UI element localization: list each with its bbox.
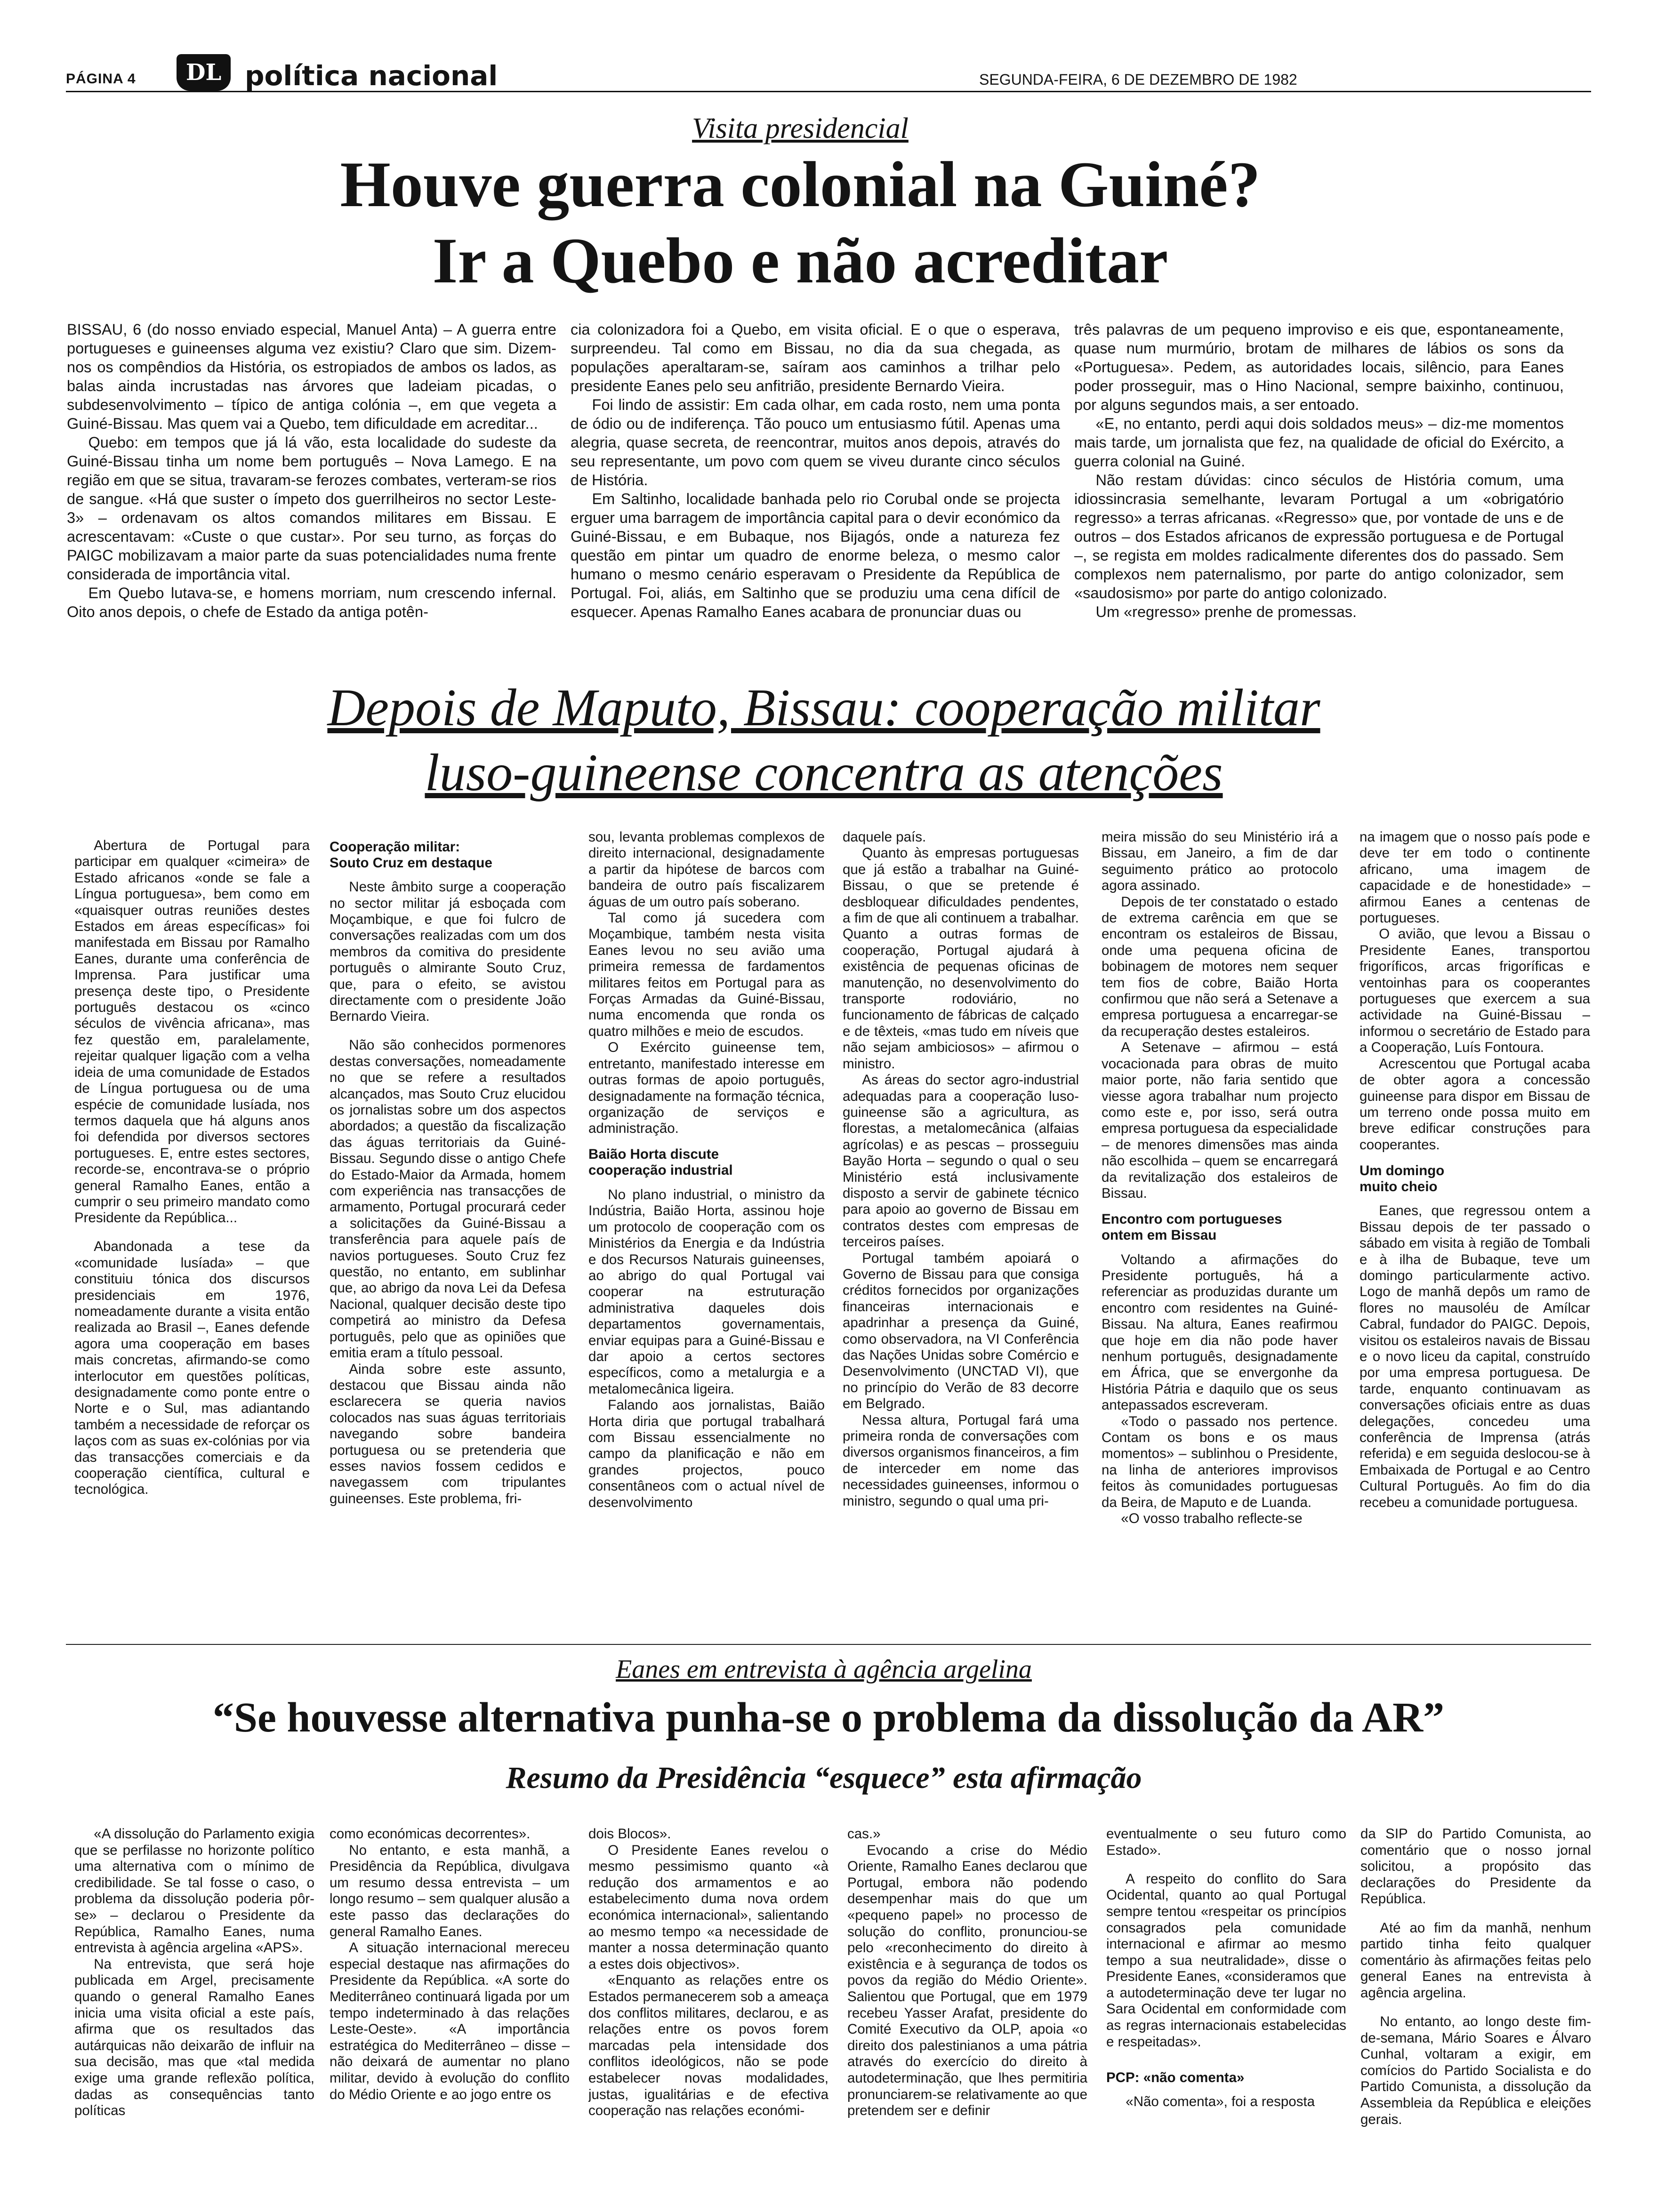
paragraph: na imagem que o nosso país pode e deve ter em todo o continente africano, uma imagem de capacidade e de honestidade» – afirmou Eanes a centenas de portugueses. — [1359, 829, 1590, 926]
article2-col-4 — [843, 829, 1079, 1620]
paragraph: Evocando a crise do Médio Oriente, Ramalho Eanes declarou que Portugal, embora não podendo desempenhar mais do que um «pequeno papel» no processo de solução do conflito, pronunciou-se pelo «reconhecimento do direito à existência e à segurança de todos os povos da região do Médio Oriente». Salientou que Portugal, que em 1979 recebeu Yasser Arafat, presidente do Comité Executivo da OLP, apoia «o direito dos palestinianos a uma pátria através do exercício do direito à autodeterminação, que lhes permitiria pronunciarem-se relativamente ao que pretendem ser e definir — [847, 1842, 1087, 2119]
paragraph: A situação internacional mereceu especial destaque nas afirmações do Presidente da República. «A sorte do Mediterrâneo continuará ligada por um tempo indeterminado à das relações Leste-Oeste». «A importância estratégica do Mediterrâneo – disse – não deixará de aumentar no plano militar, devido à evolução do conflito do Médio Oriente e ao jogo entre os — [330, 1940, 570, 2102]
article1-kicker: Visita presidencial — [692, 112, 909, 144]
paragraph: Em Saltinho, localidade banhada pelo rio Corubal onde se projecta erguer uma barragem de importância capital para o devir económico da Guiné-Bissau, e em Bubaque, nos Bijagós, onde a natureza fez questão em pintar um quadro de enorme beleza, o mesmo calor humano o mesmo cenário esperavam o Presidente da República de Portugal. Foi, aliás, em Saltinho que se produziu uma cena difícil de esquecer. Apenas Ramalho Eanes acabara de pronunciar duas ou — [571, 490, 1060, 620]
article3-rule — [66, 1644, 1591, 1645]
page-header — [66, 54, 1591, 92]
paragraph: Em Quebo lutava-se, e homens morriam, num crescendo infernal. Oito anos depois, o chefe de Estado da antiga potên- — [67, 585, 556, 620]
article1-col-1 — [67, 320, 556, 659]
article3-col-6 — [1360, 1826, 1591, 2184]
paragraph: Falando aos jornalistas, Baião Horta diria que portugal trabalhará com Bissau essencialmente no campo da planificação e não em grandes projectos, pouco consentâneos com o actual nível de desenvolvimento — [588, 1397, 825, 1510]
paragraph: Até ao fim da manhã, nenhum partido tinha feito qualquer comentário às afirmações feitas pelo general Eanes na entrevista à agência argelina. — [1360, 1920, 1591, 2001]
article2-col-2 — [330, 829, 566, 1620]
article3-kicker: Eanes em entrevista à agência argelina — [616, 1655, 1032, 1684]
paragraph: sou, levanta problemas complexos de direito internacional, designadamente a partir da hipótese de barcos com bandeira de outro país fiscalizarem águas de um outro país soberano. — [588, 829, 825, 910]
page-number: PÁGINA 4 — [66, 71, 136, 87]
paragraph: Quebo: em tempos que já lá vão, esta localidade do sudeste da Guiné-Bissau tinha um nome bem português – Nova Lamego. E na região em que se situa, travaram-se ferozes combates, verteram-se rios de sangue. «Há que suster o ímpeto dos guerrilheiros no sector Leste-3» – ordenavam os altos comandos militares em Bissau. E acrescentavam: «Custe o que custar». Por seu turno, as forças do PAIGC mobilizavam a maior parte da suas potencialidades numa frente considerada de importância vital. — [67, 434, 556, 583]
paragraph: Na entrevista, que será hoje publicada em Argel, precisamente quando o general Ramalho Eanes inicia uma visita oficial a este país, afirma que os resultados das autárquicas não deixarão de influir na sua decisão, mas que «tal medida exige uma grande reflexão política, dadas as consequências tanto políticas — [74, 1956, 314, 2119]
article3-subheadline: Resumo da Presidência “esquece” esta afirmação — [506, 1761, 1142, 1795]
header-rule — [66, 91, 1591, 92]
paragraph: dois Blocos». — [588, 1826, 671, 1842]
paragraph: eventualmente o seu futuro como Estado». — [1106, 1826, 1346, 1858]
issue-date: SEGUNDA-FEIRA, 6 DE DEZEMBRO DE 1982 — [979, 71, 1297, 88]
paragraph: O Exército guineense tem, entretanto, manifestado interesse em outras formas de apoio português, designadamente na formação técnica, organização de serviços e administração. — [588, 1040, 825, 1137]
paragraph: «A dissolução do Parlamento exigia que se perfilasse no horizonte político uma alternativa com o mínimo de credibilidade. Se tal fosse o caso, o problema da dissolução poderia pôr-se» – declarou o Presidente da República, Ramalho Eanes, numa entrevista à agência argelina «APS». — [74, 1826, 314, 1956]
article2-headline-1: Depois de Maputo, Bissau: cooperação militar — [327, 679, 1320, 737]
article2-headline-2: luso-guineense concentra as atenções — [425, 744, 1223, 802]
paragraph: Neste âmbito surge a cooperação no sector militar já esboçada com Moçambique, e que foi fulcro de conversações realizadas com um dos membros da comitiva do presidente português o almirante Souto Cruz, que, para o efeito, se avistou directamente com o presidente João Bernardo Vieira. — [330, 879, 566, 1025]
paragraph: Abandonada a tese da «comunidade lusíada» – que constituiu tónica dos discursos presidenciais em 1976, nomeadamente durante a visita então realizada ao Brasil –, Eanes defende agora uma cooperação em bases mais concretas, afirmando-se como interlocutor em questões políticas, designadamente como ponte entre o Norte e o Sul, mas adiantando também a necessidade de reforçar os laços com as suas ex-colónias por via das transacções comerciais e da cooperação científica, cultural e tecnológica. — [74, 1239, 310, 1498]
paragraph: Não restam dúvidas: cinco séculos de História comum, uma idiossincrasia semelhante, levaram Portugal a um «obrigatório regresso» a terras africanas. «Regresso» que, por vontade de uns e de outros – dos Estados africanos de expressão portuguesa e de Portugal –, se regista em moldes radicalmente diferentes dos do passado. Sem complexos nem paternalismo, por parte do antigo colonizador, sem «saudosismo» por parte do antigo colonizado. — [1074, 472, 1564, 601]
article3-col-4 — [847, 1826, 1087, 2184]
paragraph: Nessa altura, Portugal fará uma primeira ronda de conversações com diversos organismos financeiros, a fim de interceder em nome das necessidades guineenses, informou o ministro, segundo o qual uma pri- — [843, 1412, 1079, 1509]
section-title: política nacional — [245, 60, 498, 92]
article3-col-3 — [588, 1826, 828, 2184]
paragraph: «E, no entanto, perdi aqui dois soldados meus» – diz-me momentos mais tarde, um jornalista que fez, na qualidade de oficial do Exército, a guerra colonial na Guiné. — [1074, 415, 1564, 470]
subheading: Baião Horta discute cooperação industrial — [588, 1146, 733, 1178]
paragraph: Um «regresso» prenhe de promessas. — [1095, 603, 1357, 620]
paragraph: cas.» — [847, 1826, 881, 1842]
paragraph: meira missão do seu Ministério irá a Bissau, em Janeiro, a fim de dar seguimento prático ao protocolo agora assinado. — [1102, 829, 1338, 894]
paragraph: «Todo o passado nos pertence. Contam os bons e os maus momentos» – sublinhou o Presidente, na linha de anteriores improvisos feitos às comunidades portuguesas da Beira, de Maputo e de Luanda. — [1102, 1413, 1338, 1510]
paragraph: Acrescentou que Portugal acaba de obter agora a concessão guineense para dispor em Bissau de um terreno onde possa muito em breve edificar construções para cooperantes. — [1359, 1056, 1590, 1153]
article1-col-3 — [1074, 320, 1564, 659]
paragraph: Voltando a afirmações do Presidente português, há a referenciar as produzidas durante um encontro com residentes na Guiné-Bissau. Na altura, Eanes reafirmou que hoje em dia não pode haver nenhum português, designadamente em África, que se envergonhe da História Pátria e daquilo que os seus antepassados escreveram. — [1102, 1251, 1338, 1413]
article3-headline: “Se houvesse alternativa punha-se o problema da dissolução da AR” — [212, 1694, 1445, 1741]
article1-col-2 — [571, 320, 1060, 659]
paragraph: «O vosso trabalho reflecte-se — [1121, 1511, 1303, 1527]
paragraph: BISSAU, 6 (do nosso enviado especial, Manuel Anta) – A guerra entre portugueses e guineenses alguma vez existiu? Claro que sim. Dizem-nos os compêndios da História, os estropiados de ambos os lados, as balas ainda incrustadas nas árvores que ladeiam picadas, o subdesenvolvimento – típico de antiga colónia –, em que vegeta a Guiné-Bissau. Mas quem vai a Quebo, tem dificuldade em acreditar... — [67, 321, 556, 432]
paragraph: daquele país. — [843, 829, 926, 845]
subheading: Cooperação militar: Souto Cruz em destaque — [330, 839, 492, 871]
paragraph: Tal como já sucedera com Moçambique, também nesta visita Eanes levou no seu avião uma primeira remessa de fardamentos militares feitos em Portugal para as Forças Armadas da Guiné-Bissau, numa encomenda que ronda os quatro milhões e meio de escudos. — [588, 910, 825, 1039]
paragraph: No plano industrial, o ministro da Indústria, Baião Horta, assinou hoje um protocolo de cooperação com os Ministérios da Energia e da Indústria e dos Recursos Naturais guineenses, ao abrigo do qual Portugal vai cooperar na estruturação administrativa daqueles dois departamentos governamentais, enviar equipas para a Guiné-Bissau e dar apoio a certos sectores específicos, como a metalurgia e a metalomecânica ligeira. — [588, 1186, 825, 1397]
subheading: PCP: «não comenta» — [1106, 2069, 1245, 2085]
paragraph: três palavras de um pequeno improviso e eis que, espontaneamente, quase num murmúrio, brotam de milhares de lábios os sons da «Portuguesa». Pedem, as autoridades locais, silêncio, para Eanes poder prosseguir, mas o Hino Nacional, sempre baixinho, continuou, por alguns segundos mais, a ser entoado. — [1074, 321, 1564, 413]
paragraph: Eanes, que regressou ontem a Bissau depois de ter passado o sábado em visita à região de Tombali e à ilha de Bubaque, teve um domingo particularmente activo. Logo de manhã depôs um ramo de flores no mausoléu de Amílcar Cabral, fundador do PAIGC. Depois, visitou os estaleiros navais de Bissau e o novo liceu da capital, construído por uma empresa portuguesa. De tarde, enquanto continuavam as conversações oficiais entre as duas delegações, concedeu uma conferência de Imprensa (atrás referida) e em seguida deslocou-se à Embaixada de Portugal e ao Centro Cultural Português. Ao fim do dia recebeu a comunidade portuguesa. — [1359, 1203, 1590, 1510]
paragraph: As áreas do sector agro-industrial adequadas para a cooperação luso-guineense são a agricultura, as florestas, a metalomecânica (alfaias agrícolas) e as pescas – prosseguiu Bayão Horta – segundo o qual o seu Ministério está inclusivamente disposto a servir de gabinete técnico para apoio ao governo de Bissau em contratos destes com empresas de terceiros países. — [843, 1072, 1079, 1250]
paragraph: Ainda sobre este assunto, destacou que Bissau ainda não esclarecera se queria navios colocados nas suas águas territoriais navegando sobre bandeira portuguesa ou se pretenderia que esses navios fossem cedidos e navegassem com tripulantes guineenses. Este problema, fri- — [330, 1361, 566, 1507]
article1-headline-2: Ir a Quebo e não acreditar — [432, 224, 1168, 297]
paragraph: Não são conhecidos pormenores destas conversações, nomeadamente no que se refere a resultados alcançados, mas Souto Cruz elucidou os jornalistas sobre um dos aspectos abordados; a questão da fiscalização das águas territoriais da Guiné-Bissau. Segundo disse o antigo Chefe do Estado-Maior da Armada, homem com experiência nas transacções de armamento, Portugal procurará ceder a solicitações da Guiné-Bissau a transferência para aquele país de navios portugueses. Souto Cruz fez questão, no entanto, em sublinhar que, ao abrigo da nova Lei da Defesa Nacional, qualquer decisão deste tipo competirá ao ministro da Defesa português, pelo que as opiniões que emitia eram a título pessoal. — [330, 1037, 566, 1361]
paragraph: O avião, que levou a Bissau o Presidente Eanes, transportou frigoríficos, arcas frigoríficas e ventoinhas para os cooperantes portugueses que exercem a sua actividade na Guiné-Bissau – informou o secretário de Estado para a Cooperação, Luís Fontoura. — [1359, 926, 1590, 1056]
paragraph: Abertura de Portugal para participar em qualquer «cimeira» de Estado africanos «onde se fale a Língua portuguesa», bem como em «quaisquer outras reuniões destes Estados em áreas específicas» foi manifestada em Bissau por Ramalho Eanes, durante uma conferência de Imprensa. Para justificar uma presença deste tipo, o Presidente português destacou os «cinco séculos de vivência africana», mas fez questão em, paralelamente, rejeitar qualquer ligação com a velha ideia de uma comunidade de Estados de Língua portuguesa ou de uma espécie de comunidade lusíada, nos termos daquela que há alguns anos foi defendida por diversos sectores portugueses. E, entre estes sectores, recorde-se, encontrava-se o próprio general Ramalho Eanes, então a cumprir o seu primeiro mandato como Presidente da República... — [74, 838, 310, 1226]
article2-col-1 — [74, 838, 310, 1619]
article2-col-5 — [1102, 829, 1338, 1620]
paragraph: O Presidente Eanes revelou o mesmo pessimismo quanto «à redução dos armamentos e ao estabelecimento duma nova ordem económica internacional», salientando ao mesmo tempo «a necessidade de manter a nossa determinação quanto a estes dois objectivos». — [588, 1842, 828, 1972]
subheading: Encontro com portugueses ontem em Bissau — [1102, 1211, 1282, 1243]
paragraph: «Enquanto as relações entre os Estados permanecerem sob a ameaça dos conflitos militares, declarou, e as relações entre os povos forem marcadas pela intensidade dos conflitos ideológicos, não se pode estabelecer novas modalidades, justas, igualitárias e de efectiva cooperação nas relações económi- — [588, 1972, 828, 2119]
paragraph: Depois de ter constatado o estado de extrema carência em que se encontram os estaleiros de Bissau, onde uma pequena oficina de bobinagem de motores nem sequer tem fios de cobre, Baião Horta confirmou que não será a Setenave a empresa portuguesa a encarregar-se da recuperação destes estaleiros. — [1102, 894, 1338, 1039]
paragraph: No entanto, e esta manhã, a Presidência da República, divulgava um resumo dessa entrevista – um longo resumo – sem qualquer alusão a este passo das declarações do general Ramalho Eanes. — [330, 1842, 570, 1940]
article3-col-2 — [330, 1826, 570, 2184]
article2-col-6 — [1359, 829, 1590, 1620]
paragraph: cia colonizadora foi a Quebo, em visita oficial. E o que o esperava, surpreendeu. Tal como em Bissau, no dia da sua chegada, as populações aperaltaram-se, saíram aos caminhos a trilhar pelo presidente Eanes pelo seu anfitrião, presidente Bernardo Vieira. — [571, 321, 1060, 394]
newspaper-logo: DL — [177, 54, 231, 91]
paragraph: da SIP do Partido Comunista, ao comentário que o nosso jornal solicitou, a propósito das declarações do Presidente da República. — [1360, 1826, 1591, 1907]
subheading: Um domingo muito cheio — [1359, 1162, 1445, 1194]
paragraph: Foi lindo de assistir: Em cada olhar, em cada rosto, nem uma ponta de ódio ou de indiferença. Tão pouco um entusiasmo fútil. Apenas uma alegria, quase secreta, de reencontrar, muitos anos depois, através do seu representante, um povo com quem se viveu durante cinco séculos de História. — [571, 396, 1060, 489]
paragraph: Portugal também apoiará o Governo de Bissau para que consiga créditos fornecidos por organizações financeiras internacionais e apadrinhar a presença da Guiné, como observadora, na VI Conferência das Nações Unidas sobre Comércio e Desenvolvimento (UNCTAD VI), que no princípio do Verão de 83 decorre em Belgrado. — [843, 1250, 1079, 1412]
paragraph: como económicas decorrentes». — [330, 1826, 531, 1842]
article2-col-3 — [588, 829, 825, 1620]
paragraph: A respeito do conflito do Sara Ocidental, quanto ao qual Portugal sempre tentou «respeitar os princípios consagrados pela comunidade internacional e afirmar ao mesmo tempo a sua neutralidade», disse o Presidente Eanes, «consideramos que a autodeterminação deve ter lugar no Sara Ocidental em conformidade com as regras internacionais estabelecidas e respeitadas». — [1106, 1871, 1346, 2050]
paragraph: A Setenave – afirmou – está vocacionada para obras de muito maior porte, não faria sentido que viesse agora trabalhar num projecto como este e, por isso, será outra empresa portuguesa da especialidade – de menores dimensões mas ainda não escolhida – quem se encarregará da revitalização dos estaleiros de Bissau. — [1102, 1040, 1338, 1201]
paragraph: Quanto às empresas portuguesas que já estão a trabalhar na Guiné-Bissau, o que se pretende é desbloquear dificuldades pendentes, a fim de que ali continuem a trabalhar. Quanto a outras formas de cooperação, Portugal ajudará à existência de pequenas oficinas de manutenção, no desenvolvimento do transporte rodoviário, no funcionamento de fábricas de calçado e de têxteis, «mas tudo em níveis que não sejam ambiciosos» – afirmou o ministro. — [843, 845, 1079, 1072]
paragraph: «Não comenta», foi a resposta — [1126, 2094, 1315, 2110]
article1-headline-1: Houve guerra colonial na Guiné? — [340, 148, 1261, 220]
article3-col-5 — [1106, 1826, 1346, 2184]
paragraph: No entanto, ao longo deste fim-de-semana, Mário Soares e Álvaro Cunhal, voltaram a exigir, em comícios do Partido Socialista e do Partido Comunista, a dissolução da Assembleia da República e eleições gerais. — [1360, 2014, 1591, 2127]
article3-col-1 — [74, 1826, 314, 2184]
